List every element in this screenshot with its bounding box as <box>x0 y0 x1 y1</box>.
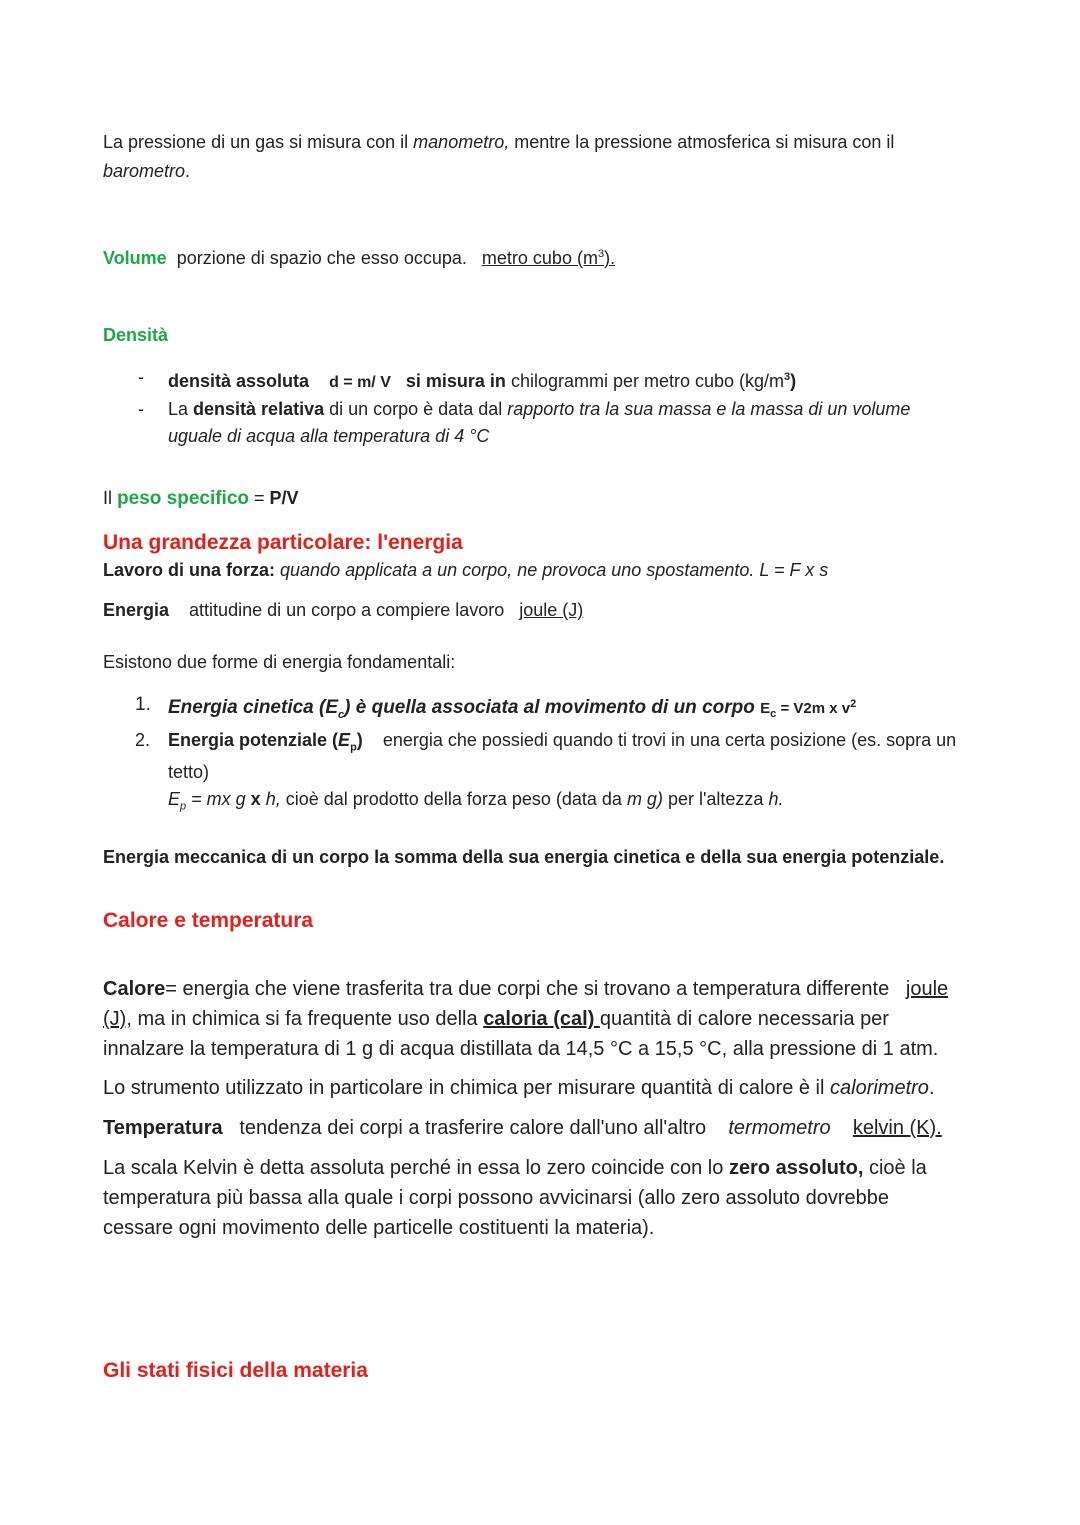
energy-section-heading <box>103 528 972 558</box>
formula-x: x <box>250 789 261 810</box>
calore-desc: = energia che viene trasferita tra due corpi che si trovano a temperatura differente <box>165 978 895 1000</box>
work-line <box>103 555 972 585</box>
work-desc: quando applicata a un corpo, ne provoca uno spostamento. L = F x s <box>275 560 829 580</box>
density-heading-text: Densità <box>103 325 169 345</box>
specific-weight-term: peso specifico <box>117 488 250 509</box>
manometro-term: manometro, <box>413 132 510 152</box>
kelvin-paragraph <box>103 1153 960 1243</box>
formula-h2: h. <box>768 789 784 810</box>
barometro-term: barometro <box>103 161 186 181</box>
calore-term: Calore <box>103 978 166 1000</box>
unit-text: chilogrammi per metro cubo (kg/m <box>510 371 785 391</box>
calore-unit: joule (J), <box>103 978 949 1030</box>
calorimetro-text: . <box>928 1077 935 1099</box>
formula-rest: per l'altezza <box>662 789 769 810</box>
unit-text: metro cubo (m <box>481 248 598 268</box>
kinetic-formula: = V2m x v <box>776 700 851 717</box>
potential-term: ) <box>356 729 363 750</box>
kinetic-energy-item <box>103 692 965 728</box>
potential-sub: p <box>350 741 357 754</box>
kinetic-text: Energia cinetica (E <box>168 697 339 718</box>
formula-mid: = mx g <box>186 789 251 810</box>
volume-desc: porzione di spazio che esso occupa. <box>176 248 467 268</box>
relative-density-term: densità relativa <box>193 399 325 419</box>
calorimetro-line <box>103 1073 972 1103</box>
density-formula: d = m/ V <box>329 374 391 391</box>
text: mentre la pressione atmosferica si misura con il <box>509 132 895 152</box>
calorimetro-text: Lo strumento utilizzato in particolare in chimica per misurare quantità di calore è il <box>103 1077 831 1099</box>
density-item-absolute <box>103 364 965 396</box>
energy-desc: attitudine di un corpo a compiere lavoro <box>189 600 505 620</box>
kinetic-sub: c <box>338 708 345 721</box>
energy-unit: joule (J) <box>519 600 584 620</box>
density-list <box>103 364 965 450</box>
relative-density-def: rapporto tra la sua massa e la massa di un volume uguale di acqua alla temperatura di 4 °C <box>168 399 911 446</box>
text: La <box>168 399 194 419</box>
states-heading <box>103 1356 972 1386</box>
potential-desc: energia che possiedi quando ti trovi in una certa posizione (es. sopra un tetto) <box>168 729 957 783</box>
formula-mg: m g) <box>626 789 663 810</box>
heat-heading-text: Calore e temperatura <box>103 909 314 932</box>
specific-weight-line <box>103 483 972 514</box>
volume-line <box>103 239 972 273</box>
density-heading <box>103 320 972 350</box>
potential-sym: E <box>338 729 351 750</box>
formula-sub: c <box>770 708 777 720</box>
formula-h: h, <box>260 789 281 810</box>
formula-rest: cioè dal prodotto della forza peso (data da <box>280 789 627 810</box>
kelvin-text: La scala Kelvin è detta assoluta perché in essa lo zero coincide con lo <box>103 1157 729 1179</box>
density-item-relative <box>103 396 965 450</box>
kelvin-text: cioè la temperatura più bassa alla quale i corpi possono avvicinarsi (allo zero assoluto dovrebbe cessare ogni movimento delle particelle costituenti la materia). <box>103 1157 927 1239</box>
calore-mid: ma in chimica si fa frequente uso della <box>131 1008 484 1030</box>
mechanical-text: Energia meccanica di un corpo la somma della sua energia cinetica e della sua energia potenziale. <box>103 847 945 867</box>
potential-term: Energia potenziale ( <box>168 729 339 750</box>
list-number: 2. <box>135 729 151 750</box>
calore-paragraph <box>103 974 975 1064</box>
caloria-term: caloria (cal) <box>483 1008 600 1030</box>
forms-intro <box>103 647 972 677</box>
kinetic-formula: E <box>760 700 771 717</box>
energy-heading-text: Una grandezza particolare: l'energia <box>103 531 463 554</box>
work-term: Lavoro di una forza: <box>103 560 276 580</box>
temperature-line <box>103 1113 972 1143</box>
potential-formula-line <box>168 787 965 820</box>
text: Il <box>103 488 118 508</box>
energy-line <box>103 595 972 625</box>
thermometer-term: termometro <box>728 1117 831 1139</box>
text: . <box>185 161 191 181</box>
text: di un corpo è data dal <box>324 399 508 419</box>
formula-sym: E <box>168 789 181 810</box>
calorimetro-term: calorimetro <box>830 1077 929 1099</box>
measure-text: si misura in <box>405 371 506 391</box>
energy-forms-list <box>103 692 965 820</box>
temperature-term: Temperatura <box>103 1117 223 1139</box>
formula-sub: p <box>180 800 187 813</box>
unit-sup: 3 <box>784 371 791 383</box>
volume-term: Volume <box>103 248 167 268</box>
specific-weight-formula: P/V <box>269 488 299 508</box>
states-heading-text: Gli stati fisici della materia <box>103 1359 368 1382</box>
potential-energy-item <box>103 728 965 820</box>
text: = <box>249 488 270 508</box>
temperature-desc: tendenza dei corpi a trasferire calore dall'uno all'altro <box>239 1117 707 1139</box>
kinetic-text: ) è quella associata al movimento di un corpo <box>344 697 755 718</box>
forms-intro-text: Esistono due forme di energia fondamentali: <box>103 652 456 672</box>
formula-sup: 2 <box>850 698 857 710</box>
unit-text: ). <box>604 248 616 268</box>
energy-term: Energia <box>103 600 170 620</box>
zero-absolute-term: zero assoluto, <box>728 1157 864 1179</box>
pressure-paragraph <box>103 128 910 186</box>
kelvin-unit: kelvin (K). <box>852 1117 942 1139</box>
unit-sup: 3 <box>597 248 605 260</box>
volume-unit <box>482 248 615 268</box>
text: La pressione di un gas si misura con il <box>103 132 414 152</box>
calore-rest: quantità di calore necessaria per innalzare la temperatura di 1 g di acqua distillata da 14,5 °C a 15,5 °C, alla pressione di 1 atm. <box>103 1008 939 1060</box>
absolute-density-term: densità assoluta <box>168 371 310 391</box>
unit-text: ) <box>790 371 797 391</box>
mechanical-energy-paragraph <box>103 843 965 872</box>
list-number: 1. <box>135 694 151 715</box>
heat-section-heading <box>103 906 972 936</box>
